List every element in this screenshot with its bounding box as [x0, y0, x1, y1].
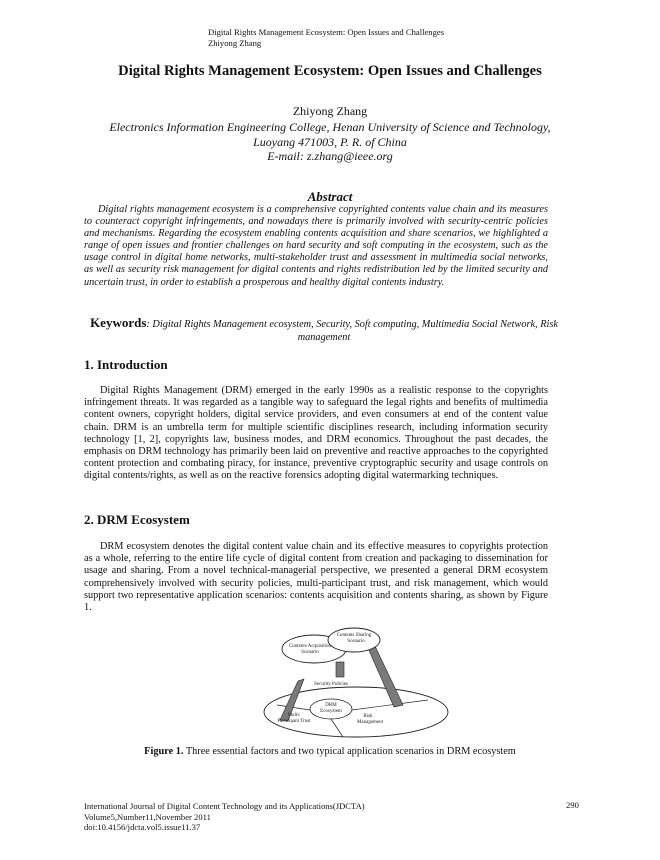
drm-ecosystem-diagram — [256, 621, 456, 739]
pillar-center — [336, 662, 344, 677]
footer-journal: International Journal of Digital Content Technology and its Applications(JDCTA) — [84, 801, 365, 811]
keywords — [84, 317, 564, 344]
abstract-heading: Abstract — [307, 189, 353, 204]
affiliation-email: E-mail: z.zhang@ieee.org — [267, 149, 393, 164]
paper-title: Digital Rights Management Ecosystem: Open Issues and Challenges — [118, 63, 542, 79]
risk-label-2: Management — [356, 720, 384, 725]
section-text-drm-ecosystem: DRM ecosystem denotes the digital content value chain and its effective measures to copyrights protection as a whole, referring to the entire life cycle of digital content from creation and packaging to dissemination for usage and sharing. From a novel technical-managerial perspective, we presented a general DRM ecosystem comprehensively involved with security policies, multi-participant trust, and risk management, which would support two representative application scenarios: contents acquisition and contents sharing, as shown by Figure 1. — [84, 541, 548, 614]
drm-label-2: Ecosystem — [320, 709, 342, 714]
sharing-label-2: Scenario — [347, 639, 365, 644]
section-heading-drm-ecosystem: 2. DRM Ecosystem — [84, 512, 190, 527]
figure-1 — [256, 621, 456, 739]
drm-label-1: DRM — [325, 703, 337, 708]
footer-doi: doi:10.4156/jdcta.vol5.issue11.37 — [84, 822, 201, 833]
figure-caption-text: Three essential factors and two typical application scenarios in DRM ecosystem — [183, 746, 516, 757]
affiliation — [0, 120, 660, 164]
footer-volume: Volume5,Number11,November 2011 — [84, 811, 211, 822]
multi-trust-label-2: Participant Trust — [277, 719, 311, 724]
security-policies-label: Security Policies — [314, 682, 348, 687]
running-header — [208, 27, 444, 48]
figure-caption — [0, 746, 660, 757]
figure-caption-label: Figure 1. — [144, 746, 184, 757]
author-name: Zhiyong Zhang — [292, 104, 368, 118]
acquisition-label-2: Scenario — [301, 650, 319, 655]
section-text-introduction: Digital Rights Management (DRM) emerged in the early 1990s as a realistic response to the copyrights infringement threats. It was regarded as a tangible way to safeguard the legal rights and benefits of multimedia content owners, copyright holders, digital service providers, and even consumers at end of the content value chain. DRM is an umbrella term for multiple scientific disciplines research, including information security technology [1, 2], copyrights law, business modes, and DRM economics. Throughout the past decades, the emphasis on DRM technology has primarily been laid on preventive and reactive approaches to the copyrighted content protection and combating piracy, for instance, preventive cryptographic security and usage controls on digital contents/rights, as well as on the reactive forensics adopting digital watermarking techniques. — [84, 385, 548, 482]
affiliation-line-1: Electronics Information Engineering College, Henan University of Science and Technology, — [109, 120, 551, 134]
section-heading-introduction: 1. Introduction — [84, 357, 168, 372]
affiliation-line-2: Luoyang 471003, P. R. of China — [253, 134, 407, 149]
keywords-text: : Digital Rights Management ecosystem, Security, Soft computing, Multimedia Social Network, Risk management — [146, 319, 558, 343]
abstract-text: Digital rights management ecosystem is a comprehensive copyrighted contents value chain and its measures to counteract copyright infringements, and nowadays there is primarily involved with security-centric policies and mechanisms. Regarding the ecosystem enabling contents acquisition and share scenarios, we highlighted a range of open issues and frontier challenges on hard security and soft computing in the ecosystem, such as the usage control in digital home networks, multi-stakeholder trust and assessment in multimedia social networks, as well as security risk management for digital contents and rights redistribution led by the limited security and uncertain trust, in order to establish a prosperous and healthy digital contents industry. — [84, 204, 548, 288]
running-header-title: Digital Rights Management Ecosystem: Open Issues and Challenges — [208, 27, 445, 37]
running-header-author: Zhiyong Zhang — [208, 37, 262, 48]
sharing-label-1: Contents Sharing — [336, 633, 372, 638]
footer — [84, 801, 365, 833]
page-number: 290 — [566, 800, 579, 810]
keywords-label: Keywords — [90, 315, 147, 330]
acquisition-label-1: Contents Acquisition — [288, 644, 332, 649]
risk-label-1: Risk — [363, 714, 373, 719]
multi-trust-label-1: Multi- — [287, 713, 301, 718]
